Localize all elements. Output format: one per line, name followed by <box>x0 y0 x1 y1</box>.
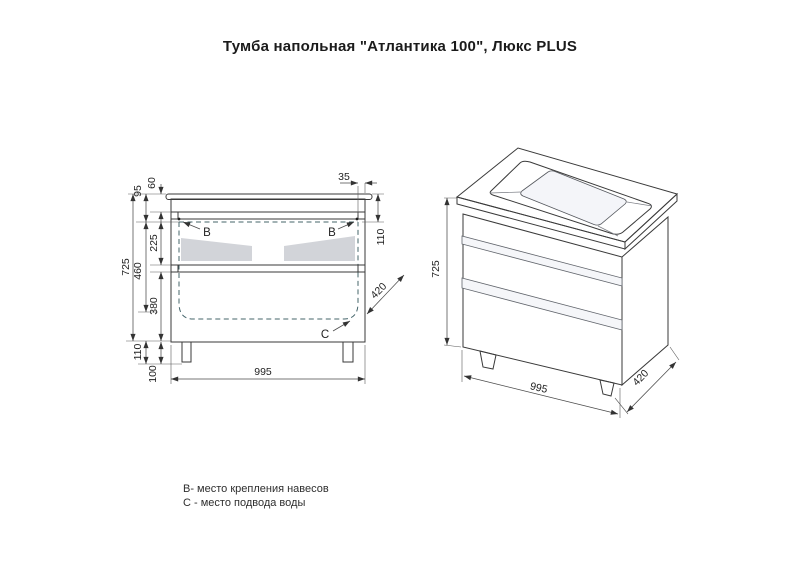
callout-leader-c <box>333 321 350 331</box>
sink-bowl-left-silhouette <box>181 238 252 261</box>
dim-width-persp-label: 995 <box>528 380 549 396</box>
dim-225-label: 225 <box>148 234 160 252</box>
legend-line-c: С - место подвода воды <box>183 496 306 509</box>
dim-95-label: 95 <box>132 185 144 197</box>
sink-bowl-right-silhouette <box>284 236 355 261</box>
page-title: Тумба напольная "Атлантика 100", Люкс PLUS <box>222 38 578 55</box>
dim-110-left-label: 110 <box>132 343 144 361</box>
extension-lines-front <box>126 183 384 384</box>
sink-basin-floor <box>521 171 627 225</box>
dim-60-label: 60 <box>146 177 158 189</box>
drawer-divider <box>171 265 365 272</box>
leg-persp-right <box>600 380 614 396</box>
dim-110-right-label: 110 <box>375 228 387 246</box>
dim-460-label: 460 <box>132 262 144 280</box>
mount-point-left <box>178 218 181 221</box>
legend <box>183 483 329 510</box>
dim-total-height-label: 725 <box>120 258 132 276</box>
dim-100-label: 100 <box>147 365 159 383</box>
dim-380-label: 380 <box>148 297 160 315</box>
cabinet-body-front <box>171 199 365 342</box>
dim-420-label: 420 <box>368 280 390 302</box>
legend-line-b: В- место крепления навесов <box>183 483 329 495</box>
dim-line-420-persp <box>627 362 676 412</box>
side-panel <box>622 217 668 385</box>
leg-front-right <box>343 342 353 362</box>
mount-point-right <box>356 218 359 221</box>
dim-depth-persp-label: 420 <box>630 367 652 389</box>
front-view <box>120 171 404 384</box>
perspective-view <box>430 148 679 418</box>
callout-b-left: В <box>203 227 211 239</box>
callout-leader-b-left <box>183 222 200 229</box>
dim-height-persp-label: 725 <box>430 260 442 278</box>
top-rail <box>171 212 365 219</box>
drawer1-handle-groove <box>462 236 622 286</box>
dim-995-label: 995 <box>254 366 272 378</box>
leg-front-left <box>182 342 191 362</box>
callout-leader-b-right <box>338 222 354 229</box>
callout-c: С <box>320 329 330 341</box>
drawer2-handle-groove <box>462 278 622 330</box>
countertop-edge-side <box>625 194 677 249</box>
leg-persp-left <box>480 351 496 369</box>
callout-b-right: В <box>328 227 336 239</box>
dim-35-label: 35 <box>338 171 350 183</box>
